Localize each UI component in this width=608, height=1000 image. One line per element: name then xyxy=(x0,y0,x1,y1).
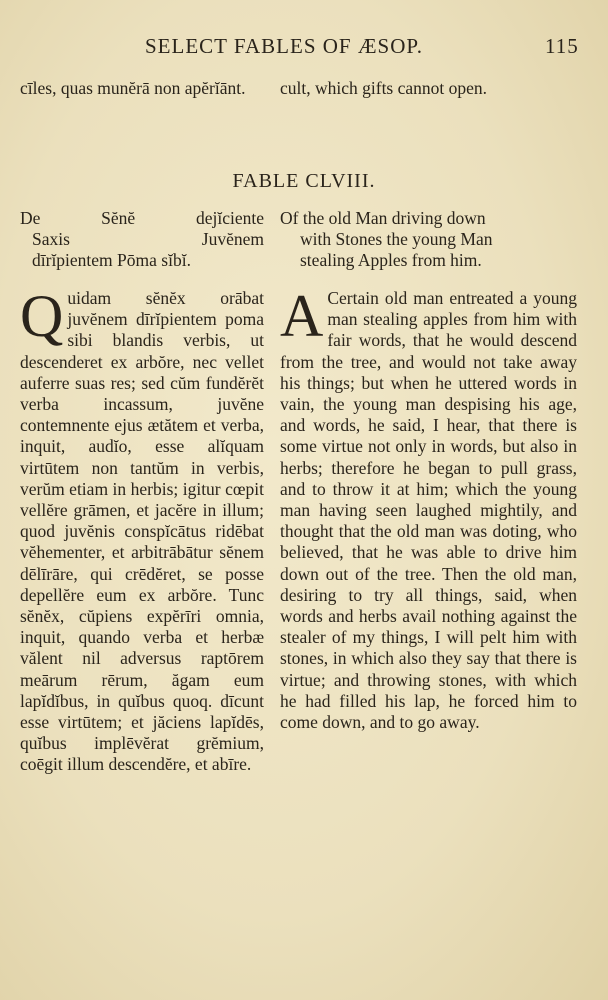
english-text: Certain old man entreated a young man stealing apples from him with fair words, that he would descend from the tree, and would not take away his things; but when he uttered words in vain, the young man despising his age, and words, he said, I hear, that there is some virtue not only in words, but also in herbs; therefore he began to pull grass, and to throw it at him; which the young man having seen laughed mightily, and thought that the old man was doting, who believed, that he was able to drive him down out of the tree. Then the old man, desiring to try all things, said, when words and herbs avail nothing against the stealer of my things, I will pelt him with stones, in which also they say that there is virtue; and throwing stones, with which he had filled his lap, he forced him to come down, and to go away. xyxy=(280,288,577,733)
latin-paragraph xyxy=(20,283,264,776)
page-number: 115 xyxy=(545,34,579,58)
english-argument xyxy=(280,208,577,272)
english-argument-line: stealing Apples from him. xyxy=(300,250,482,271)
english-continuation: cult, which gifts cannot open. xyxy=(280,78,488,98)
latin-argument-line: dīrĭpientem Pōma sĭbĭ. xyxy=(32,250,191,271)
english-body xyxy=(280,283,577,733)
latin-text: uidam sĕnĕx orābat juvĕnem dīrĭpientem poma sibi blandis verbis, ut descenderet ex arbŏre, nec vellet auferre suas res; sed cŭm fundĕrĕt verba incassum, juvĕne contemnente ejus ætătem et verba, inquit, audĭo, esse alĭquam virtūtem non tantŭm in verbis, verŭm etiam in herbis; igitur cœpit vellĕre grāmen, et jacĕre in illum; quod juvĕnis conspĭcātus ridēbat vĕhementer, et arbitrābātur sĕnem dēlīrāre, qui crēdĕret, se posse depellĕre eum ex arbŏre. Tunc sĕnĕx, cŭpiens expĕrīri omnia, inquit, quando verba et herbæ vălent nil adversus raptōrem meārum rērum, ăgam eum lapĭdĭbus, in quĭbus quoq. dīcunt esse virtūtem; et jăciens lapĭdēs, quĭbus implēvĕrat grĕmium, coēgit illum descendĕre, et abīre. xyxy=(20,288,264,775)
latin-dropcap: Q xyxy=(20,283,64,349)
latin-argument-line: Saxis Juvĕnem xyxy=(32,229,264,250)
english-argument-line: with Stones the young Man xyxy=(300,229,493,250)
english-dropcap: A xyxy=(280,283,324,349)
fable-title: FABLE CLVIII. xyxy=(232,170,376,192)
english-argument-line: Of the old Man driving down xyxy=(280,208,486,228)
latin-argument xyxy=(20,208,264,272)
latin-continuation: cīles, quas munĕrā non apĕrĭānt. xyxy=(20,78,246,98)
running-title: SELECT FABLES OF ÆSOP. xyxy=(145,34,423,58)
english-paragraph xyxy=(280,283,577,733)
latin-body xyxy=(20,283,264,776)
latin-argument-line: De Sĕnĕ dejĭciente xyxy=(20,208,264,228)
